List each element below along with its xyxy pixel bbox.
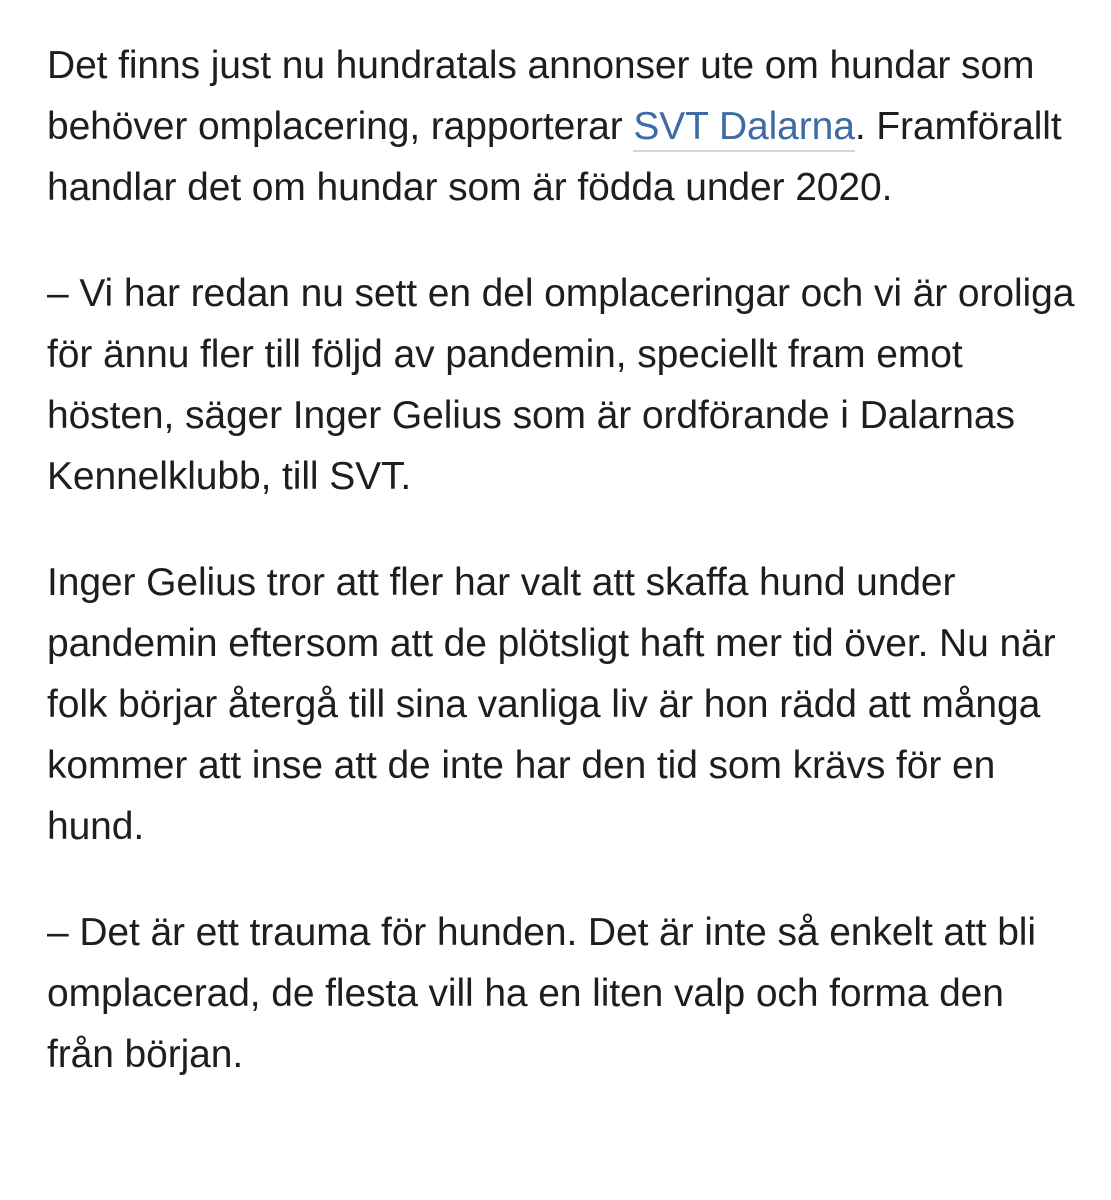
svt-dalarna-link[interactable]: SVT Dalarna (633, 105, 854, 152)
paragraph-1 (47, 35, 1077, 218)
paragraph-4-quote: – Det är ett trauma för hunden. Det är inte så enkelt att bli omplacerad, de flesta vill ha en liten valp och forma den från början. (47, 911, 1036, 1076)
paragraph-2-quote: – Vi har redan nu sett en del omplaceringar och vi är oroliga för ännu fler till följd av pandemin, speciellt fram emot hösten, säger Inger Gelius som är ordförande i Dalarnas Kennelklubb, till SVT. (47, 272, 1075, 498)
paragraph-1-text-before-link: Det finns just nu hundratals annonser ute om hundar som behöver omplacering, rapporterar (47, 44, 1035, 148)
article-body (47, 35, 1077, 1130)
paragraph-3: Inger Gelius tror att fler har valt att skaffa hund under pandemin eftersom att de plötsligt haft mer tid över. Nu när folk börjar återgå till sina vanliga liv är hon rädd att många kommer att inse att de inte har den tid som krävs för en hund. (47, 561, 1056, 848)
paragraph-1-text-after-link: . Framförallt handlar det om hundar som är födda under 2020. (47, 105, 1062, 209)
